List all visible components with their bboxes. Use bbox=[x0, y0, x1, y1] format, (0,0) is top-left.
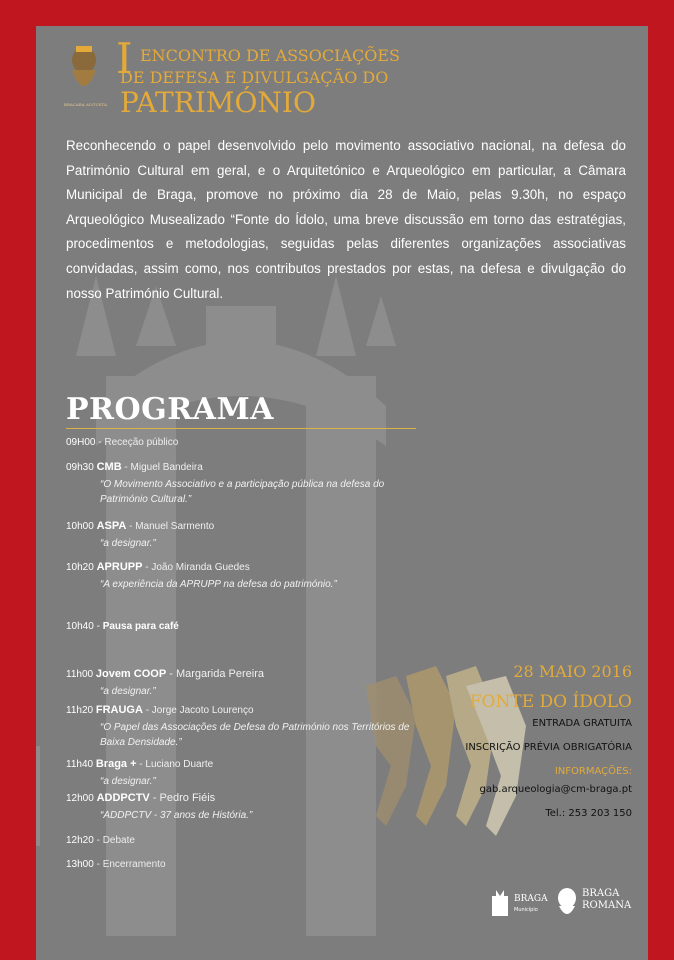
braga-castle-icon bbox=[490, 888, 510, 918]
title-line-3: PATRIMÓNIO bbox=[120, 86, 316, 119]
contact-email[interactable]: gab.arqueologia@cm-braga.pt bbox=[479, 784, 632, 795]
title-line-2: DE DEFESA E DIVULGAÇÃO DO bbox=[120, 68, 389, 87]
program-item: 09H00 - Receção público bbox=[66, 437, 179, 448]
event-date: 28 MAIO 2016 bbox=[513, 662, 632, 681]
program-item: 09h30 CMB - Miguel Bandeira “O Movimento Associativo e a participação pública na defesa do Património Cultural.” bbox=[66, 461, 385, 505]
braga-logo-text: BRAGA bbox=[514, 894, 548, 904]
intro-paragraph: Reconhecendo o papel desenvolvido pelo movimento associativo nacional, na defesa do Património Cultural em geral, e o Arquitetónico e Arqueológico em particular, a Câmara Municipal de Braga, promove no próximo dia 28 de Maio, pelas 9.30h, no espaço Arqueológico Musealizado “Fonte do Ídolo, uma breve discussão em torno das estratégias, procedimentos e metodologias, seguidas pelas diferentes organizações associativas convidadas, assim como, nos contributos prestados por estas, na defesa e divulgação do nosso Património Cultural. bbox=[66, 138, 626, 301]
logo-caption: BRACARA AUGUSTA bbox=[64, 102, 107, 107]
braga-romana-text-2: ROMANA bbox=[582, 900, 632, 911]
bracara-augusta-logo-icon bbox=[64, 42, 104, 102]
program-item: 11h40 Braga + - Luciano Duarte “a designar.” bbox=[66, 758, 214, 787]
program-item: 13h00 - Encerramento bbox=[66, 859, 166, 870]
contact-phone: Tel.: 253 203 150 bbox=[545, 808, 632, 819]
program-item: 10h00 ASPA - Manuel Sarmento “a designar.” bbox=[66, 520, 215, 549]
program-item: 11h20 FRAUGA - Jorge Jacoto Lourenço “O Papel das Associações de Defesa do Património nos Territórios de Baixa Densidade.” bbox=[66, 704, 410, 748]
program-item: 10h20 APRUPP - João Miranda Guedes “A experiência da APRUPP na defesa do património.” bbox=[66, 561, 337, 590]
braga-logo-sub: Município bbox=[514, 907, 538, 913]
program-item: 10h40 - Pausa para café bbox=[66, 621, 179, 632]
program-item: 12h20 - Debate bbox=[66, 835, 135, 846]
braga-romana-emblem-icon bbox=[556, 886, 578, 920]
title-roman-numeral: I bbox=[116, 34, 133, 83]
registration-info: INSCRIÇÃO PRÉVIA OBRIGATÓRIA bbox=[465, 742, 632, 753]
programa-divider bbox=[66, 428, 416, 429]
braga-romana-text-1: BRAGA bbox=[582, 888, 620, 899]
braga-romana-logo bbox=[556, 884, 636, 922]
braga-municipio-logo bbox=[490, 888, 550, 920]
event-place: FONTE DO ÍDOLO bbox=[469, 692, 632, 712]
program-item: 12h00 ADDPCTV - Pedro Fiéis “ADDPCTV - 37 anos de História.” bbox=[66, 792, 253, 821]
program-item: 11h00 Jovem COOP - Margarida Pereira “a designar.” bbox=[66, 668, 264, 697]
entry-info: ENTRADA GRATUITA bbox=[532, 718, 632, 729]
programa-heading: PROGRAMA bbox=[66, 392, 274, 427]
title-line-1: ENCONTRO DE ASSOCIAÇÕES bbox=[140, 46, 400, 65]
info-label: INFORMAÇÕES: bbox=[554, 766, 632, 777]
poster bbox=[36, 26, 648, 960]
